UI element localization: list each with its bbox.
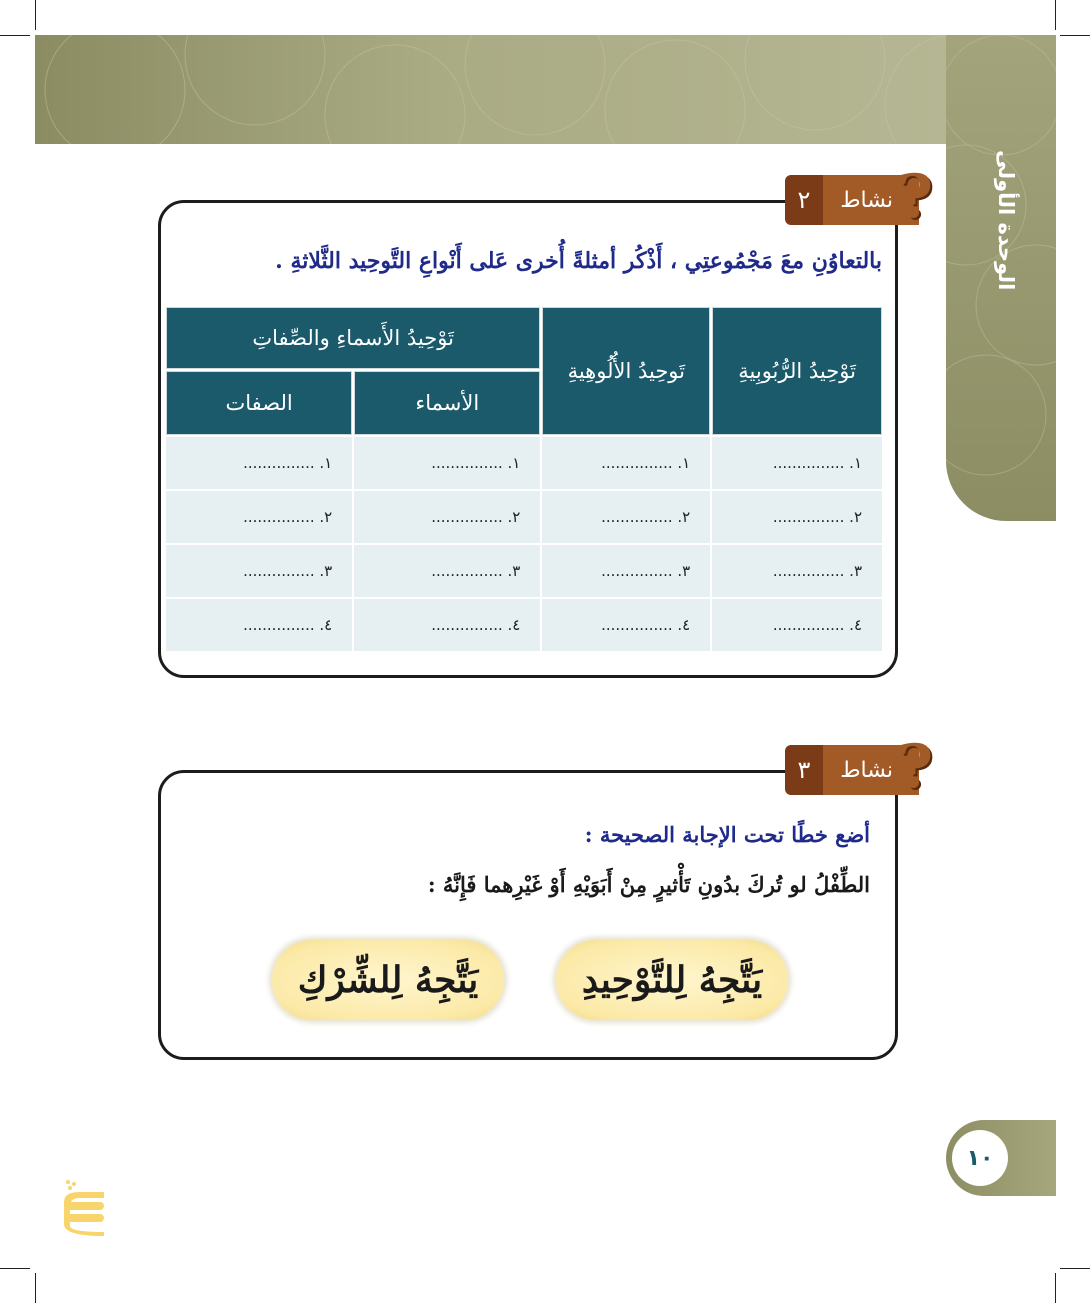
header-band [35, 35, 1031, 144]
activity-3-instruction: أضع خطًا تحت الإجابة الصحيحة : [584, 822, 870, 847]
answer-blank[interactable]: ٤. ............... [542, 599, 710, 651]
answer-blank[interactable]: ٣. ............... [166, 545, 352, 597]
table-row [166, 545, 882, 597]
activity-3-box [158, 770, 898, 1060]
crop-mark [35, 0, 36, 30]
answer-blank[interactable]: ٢. ............... [166, 491, 352, 543]
activity-2-instruction: بالتعاوُنِ معَ مَجْمُوعتِي ، أَذْكُر أمثلةً أُخرى عَلى أَنْواعِ التَّوحِيد الثَّلاثةِ . [275, 248, 882, 274]
header-rububiyya: تَوْحِيدُ الرُّبُوبِيةِ [712, 307, 882, 435]
crop-mark [0, 1268, 30, 1269]
crop-mark [1055, 0, 1056, 30]
activity-number: ٢ [785, 175, 823, 225]
page-number-tab [946, 1120, 1056, 1196]
option-shirk-button[interactable]: يَتَّجِهُ لِلشِّرْكِ [272, 940, 504, 1020]
table-row [166, 437, 882, 489]
crop-mark [35, 1273, 36, 1303]
option-tawhid-button[interactable]: يَتَّجِهُ لِلتَّوْحِيدِ [556, 940, 788, 1020]
pattern-decoration [35, 35, 1031, 144]
subheader-sifat: الصفات [166, 371, 352, 435]
answer-blank[interactable]: ٤. ............... [166, 599, 352, 651]
table-row [166, 599, 882, 651]
answer-blank[interactable]: ٢. ............... [712, 491, 882, 543]
answer-blank[interactable]: ١. ............... [166, 437, 352, 489]
answer-blank[interactable]: ٣. ............... [354, 545, 540, 597]
table-row [166, 491, 882, 543]
answer-blank[interactable]: ٣. ............... [542, 545, 710, 597]
crop-mark [1060, 1268, 1090, 1269]
answer-blank[interactable]: ٣. ............... [712, 545, 882, 597]
page-number: ١٠ [952, 1130, 1008, 1186]
activity-label: نشاط [823, 745, 919, 795]
answer-blank[interactable]: ١. ............... [542, 437, 710, 489]
crop-mark [1060, 35, 1090, 36]
tawhid-types-table [164, 305, 884, 653]
crop-mark [0, 35, 30, 36]
answer-blank[interactable]: ٤. ............... [712, 599, 882, 651]
activity-3-badge [785, 732, 933, 802]
header-uluhiyya: تَوحِيدُ الأُلُوهِيةِ [542, 307, 710, 435]
crop-mark [1055, 1273, 1056, 1303]
answer-blank[interactable]: ٤. ............... [354, 599, 540, 651]
unit-title: الوحدة الأولى [994, 149, 1018, 291]
answer-blank[interactable]: ٢. ............... [542, 491, 710, 543]
publisher-logo-icon [60, 1178, 106, 1236]
answer-blank[interactable]: ١. ............... [354, 437, 540, 489]
activity-number: ٣ [785, 745, 823, 795]
question-mark-icon: ? [897, 162, 933, 232]
activity-3-question: الطِّفْلُ لو تُركَ بدُونِ تَأْثيرٍ مِنْ أَبَوَيْهِ أَوْ غَيْرِهما فَإِنَّهُ : [427, 872, 870, 897]
activity-label: نشاط [823, 175, 919, 225]
answer-blank[interactable]: ١. ............... [712, 437, 882, 489]
activity-2-badge [785, 162, 933, 232]
subheader-asma: الأسماء [354, 371, 540, 435]
question-mark-icon: ? [897, 732, 933, 802]
answer-blank[interactable]: ٢. ............... [354, 491, 540, 543]
header-asma-sifat: تَوْحِيدُ الأَسماءِ والصِّفاتِ [166, 307, 540, 369]
